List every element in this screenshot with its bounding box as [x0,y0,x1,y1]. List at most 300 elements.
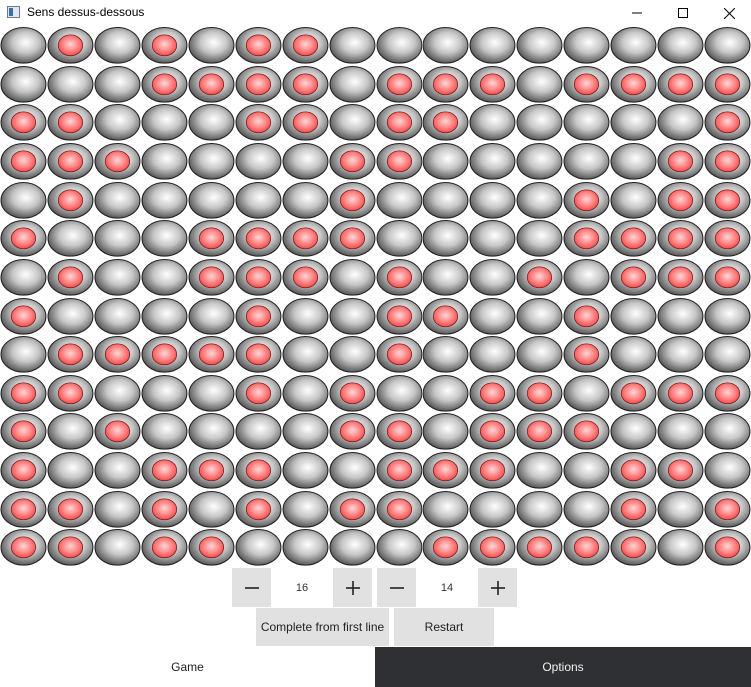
board-cell[interactable] [657,490,704,529]
board-cell[interactable] [563,103,610,142]
disc-grey-icon [610,26,657,65]
board-cell[interactable] [94,219,141,258]
board-cell[interactable] [610,335,657,374]
board-cell[interactable] [704,26,751,65]
board-cell[interactable] [657,103,704,142]
board-cell[interactable] [563,335,610,374]
board-cell[interactable] [657,451,704,490]
board-cell[interactable] [235,528,282,567]
disc-grey-icon [94,219,141,258]
board-cell[interactable] [47,142,94,181]
board-cell[interactable] [235,181,282,220]
disc-grey-icon [563,451,610,490]
board-cell[interactable] [610,374,657,413]
board-cell[interactable] [235,26,282,65]
board-cell[interactable] [469,412,516,451]
board-cell[interactable] [282,219,329,258]
board-cell[interactable] [141,412,188,451]
disc-red-icon [282,26,329,65]
board-cell[interactable] [422,335,469,374]
board-cell[interactable] [422,374,469,413]
disc-red-icon [376,103,423,142]
board-cell[interactable] [657,528,704,567]
board-cell[interactable] [657,181,704,220]
board-cell[interactable] [235,258,282,297]
board-cell[interactable] [376,297,423,336]
board-cell[interactable] [188,26,235,65]
rows-value[interactable]: 14 [416,568,478,607]
board-cell[interactable] [329,335,376,374]
board-cell[interactable] [610,26,657,65]
board-cell[interactable] [47,65,94,104]
board-cell[interactable] [563,412,610,451]
board-cell[interactable] [469,219,516,258]
tab-game[interactable]: Game [0,647,375,687]
board-cell[interactable] [329,297,376,336]
board-cell[interactable] [610,142,657,181]
board-cell[interactable] [141,103,188,142]
board-cell[interactable] [282,297,329,336]
board-cell[interactable] [376,258,423,297]
board-cell[interactable] [47,335,94,374]
board-cell[interactable] [704,219,751,258]
board-cell[interactable] [469,335,516,374]
board-cell[interactable] [422,451,469,490]
board-cell[interactable] [188,103,235,142]
board-cell[interactable] [188,297,235,336]
board-cell[interactable] [282,490,329,529]
board-cell[interactable] [141,181,188,220]
board-cell[interactable] [0,490,47,529]
board-cell[interactable] [141,65,188,104]
board-cell[interactable] [282,374,329,413]
board-cell[interactable] [704,374,751,413]
board-cell[interactable] [141,528,188,567]
board-cell[interactable] [704,335,751,374]
board-cell[interactable] [282,412,329,451]
board-cell[interactable] [516,412,563,451]
board-cell[interactable] [94,528,141,567]
board-cell[interactable] [516,490,563,529]
board-cell[interactable] [469,65,516,104]
board-cell[interactable] [704,181,751,220]
board-cell[interactable] [422,490,469,529]
disc-red-icon [657,219,704,258]
board-cell[interactable] [610,219,657,258]
board-cell[interactable] [469,142,516,181]
board-cell[interactable] [141,335,188,374]
board-cell[interactable] [329,412,376,451]
board-cell[interactable] [376,412,423,451]
board-cell[interactable] [469,297,516,336]
board-cell[interactable] [657,65,704,104]
board-cell[interactable] [704,65,751,104]
board-cell[interactable] [47,412,94,451]
board-cell[interactable] [516,181,563,220]
disc-grey-icon [610,335,657,374]
disc-grey-icon [141,258,188,297]
disc-red-icon [235,258,282,297]
minimize-button[interactable] [614,0,660,26]
board-cell[interactable] [610,103,657,142]
board-cell[interactable] [47,490,94,529]
board-cell[interactable] [235,142,282,181]
disc-grey-icon [141,374,188,413]
board-cell[interactable] [563,451,610,490]
board-cell[interactable] [94,490,141,529]
board-cell[interactable] [329,142,376,181]
board-cell[interactable] [94,412,141,451]
disc-grey-icon [188,181,235,220]
complete-from-first-line-button[interactable]: Complete from first line [256,608,389,646]
board-cell[interactable] [47,451,94,490]
disc-red-icon [0,412,47,451]
board-cell[interactable] [94,451,141,490]
tab-options[interactable]: Options [375,647,751,687]
board-cell[interactable] [141,297,188,336]
board-cell[interactable] [188,142,235,181]
board-cell[interactable] [0,412,47,451]
board-cell[interactable] [0,528,47,567]
board-cell[interactable] [376,335,423,374]
board-cell[interactable] [329,181,376,220]
disc-red-icon [376,451,423,490]
disc-grey-icon [329,258,376,297]
disc-red-icon [94,412,141,451]
disc-grey-icon [610,142,657,181]
board-cell[interactable] [47,528,94,567]
board-cell[interactable] [516,26,563,65]
board-cell[interactable] [657,258,704,297]
board-cell[interactable] [282,451,329,490]
board-cell[interactable] [563,528,610,567]
board-cell[interactable] [0,219,47,258]
disc-grey-icon [516,142,563,181]
board-cell[interactable] [282,26,329,65]
disc-grey-icon [188,297,235,336]
board-cell[interactable] [329,374,376,413]
board-cell[interactable] [47,181,94,220]
disc-grey-icon [282,297,329,336]
board-cell[interactable] [516,528,563,567]
board-cell[interactable] [516,65,563,104]
disc-red-icon [516,528,563,567]
board-cell[interactable] [376,374,423,413]
board-cell[interactable] [422,412,469,451]
board-cell[interactable] [376,65,423,104]
disc-red-icon [610,258,657,297]
board-cell[interactable] [422,142,469,181]
columns-increment-button[interactable] [333,568,372,607]
board-cell[interactable] [235,451,282,490]
board-cell[interactable] [516,142,563,181]
disc-red-icon [235,219,282,258]
board-cell[interactable] [563,219,610,258]
board-cell[interactable] [657,26,704,65]
board-cell[interactable] [329,65,376,104]
board-cell[interactable] [94,374,141,413]
board-cell[interactable] [329,219,376,258]
board-cell[interactable] [704,412,751,451]
board-cell[interactable] [376,181,423,220]
board-cell[interactable] [329,26,376,65]
board-cell[interactable] [563,490,610,529]
board-cell[interactable] [94,26,141,65]
board-cell[interactable] [94,297,141,336]
disc-grey-icon [188,374,235,413]
board-cell[interactable] [657,219,704,258]
board-cell[interactable] [188,528,235,567]
board-cell[interactable] [235,412,282,451]
disc-grey-icon [516,219,563,258]
board-cell[interactable] [0,103,47,142]
board-cell[interactable] [47,374,94,413]
board-cell[interactable] [422,26,469,65]
board-cell[interactable] [469,26,516,65]
disc-red-icon [0,142,47,181]
board-cell[interactable] [94,142,141,181]
rows-decrement-button[interactable] [377,568,416,607]
disc-red-icon [188,65,235,104]
columns-value[interactable]: 16 [271,568,333,607]
disc-red-icon [329,374,376,413]
board-cell[interactable] [469,103,516,142]
board-cell[interactable] [235,490,282,529]
close-button[interactable] [706,0,751,26]
board-cell[interactable] [235,297,282,336]
board-cell[interactable] [657,335,704,374]
maximize-button[interactable] [660,0,706,26]
board-cell[interactable] [235,65,282,104]
board-cell[interactable] [563,26,610,65]
board-cell[interactable] [47,258,94,297]
board-cell[interactable] [47,103,94,142]
board-cell[interactable] [282,528,329,567]
board-cell[interactable] [516,335,563,374]
board-cell[interactable] [469,374,516,413]
disc-red-icon [563,528,610,567]
board-cell[interactable] [516,374,563,413]
board-cell[interactable] [422,65,469,104]
board-cell[interactable] [0,142,47,181]
board-cell[interactable] [563,297,610,336]
board-cell[interactable] [563,181,610,220]
board-cell[interactable] [0,335,47,374]
board-cell[interactable] [47,26,94,65]
board-cell[interactable] [282,65,329,104]
disc-grey-icon [188,26,235,65]
disc-grey-icon [422,412,469,451]
board-cell[interactable] [282,103,329,142]
board-cell[interactable] [610,490,657,529]
board-cell[interactable] [610,451,657,490]
board-cell[interactable] [282,181,329,220]
board-cell[interactable] [141,490,188,529]
board-cell[interactable] [47,219,94,258]
board-cell[interactable] [516,451,563,490]
board-cell[interactable] [0,297,47,336]
board-cell[interactable] [422,219,469,258]
board-cell[interactable] [188,412,235,451]
board-cell[interactable] [516,297,563,336]
board-cell[interactable] [141,219,188,258]
board-cell[interactable] [610,258,657,297]
board-cell[interactable] [610,297,657,336]
board-cell[interactable] [329,490,376,529]
disc-grey-icon [282,412,329,451]
board-cell[interactable] [563,65,610,104]
board-cell[interactable] [376,103,423,142]
minus-icon [245,581,259,595]
board-cell[interactable] [329,103,376,142]
board-cell[interactable] [188,258,235,297]
board-cell[interactable] [94,103,141,142]
board-cell[interactable] [657,297,704,336]
board-cell[interactable] [141,258,188,297]
board-cell[interactable] [376,528,423,567]
board-cell[interactable] [704,528,751,567]
disc-grey-icon [0,65,47,104]
disc-grey-icon [329,451,376,490]
disc-grey-icon [516,103,563,142]
rows-increment-button[interactable] [478,568,517,607]
board-cell[interactable] [282,335,329,374]
board-cell[interactable] [376,490,423,529]
disc-grey-icon [47,412,94,451]
disc-grey-icon [657,490,704,529]
board-cell[interactable] [704,297,751,336]
board-cell[interactable] [563,258,610,297]
disc-red-icon [657,374,704,413]
board-cell[interactable] [704,490,751,529]
board-cell[interactable] [376,26,423,65]
board-cell[interactable] [422,181,469,220]
board-cell[interactable] [469,451,516,490]
board-cell[interactable] [422,258,469,297]
disc-grey-icon [657,26,704,65]
disc-red-icon [235,26,282,65]
board-cell[interactable] [376,219,423,258]
board-cell[interactable] [469,258,516,297]
board-cell[interactable] [704,451,751,490]
board-cell[interactable] [563,142,610,181]
board-cell[interactable] [188,490,235,529]
board-cell[interactable] [657,374,704,413]
board-cell[interactable] [0,181,47,220]
board-cell[interactable] [610,412,657,451]
board-cell[interactable] [0,65,47,104]
disc-red-icon [469,412,516,451]
board-cell[interactable] [188,181,235,220]
disc-grey-icon [657,528,704,567]
disc-red-icon [235,335,282,374]
board-cell[interactable] [188,374,235,413]
board-cell[interactable] [376,451,423,490]
disc-red-icon [657,451,704,490]
board-cell[interactable] [469,181,516,220]
board-cell[interactable] [329,258,376,297]
board-cell[interactable] [563,374,610,413]
board-cell[interactable] [235,219,282,258]
disc-grey-icon [704,451,751,490]
disc-grey-icon [329,65,376,104]
board-cell[interactable] [610,528,657,567]
board-cell[interactable] [188,335,235,374]
disc-grey-icon [94,181,141,220]
board-cell[interactable] [329,528,376,567]
board-cell[interactable] [0,26,47,65]
board-cell[interactable] [376,142,423,181]
board-cell[interactable] [188,451,235,490]
disc-grey-icon [376,528,423,567]
board-cell[interactable] [94,258,141,297]
board-cell[interactable] [657,412,704,451]
board-cell[interactable] [422,103,469,142]
board-cell[interactable] [422,297,469,336]
board-cell[interactable] [704,142,751,181]
board-cell[interactable] [469,490,516,529]
board-cell[interactable] [704,103,751,142]
board-cell[interactable] [657,142,704,181]
board-cell[interactable] [235,374,282,413]
board-cell[interactable] [188,219,235,258]
restart-button[interactable]: Restart [394,608,494,646]
board-cell[interactable] [469,528,516,567]
board-cell[interactable] [141,374,188,413]
board-cell[interactable] [610,65,657,104]
board-cell[interactable] [235,335,282,374]
board-cell[interactable] [141,26,188,65]
disc-red-icon [563,412,610,451]
disc-grey-icon [704,335,751,374]
board-cell[interactable] [329,451,376,490]
board-cell[interactable] [0,451,47,490]
board-cell[interactable] [94,335,141,374]
board-cell[interactable] [0,374,47,413]
board-cell[interactable] [516,103,563,142]
disc-red-icon [141,335,188,374]
board-cell[interactable] [0,258,47,297]
board-cell[interactable] [94,65,141,104]
disc-grey-icon [376,181,423,220]
disc-grey-icon [47,297,94,336]
board-cell[interactable] [188,65,235,104]
board-cell[interactable] [704,258,751,297]
board-cell[interactable] [422,528,469,567]
board-cell[interactable] [235,103,282,142]
disc-grey-icon [235,181,282,220]
columns-decrement-button[interactable] [232,568,271,607]
disc-red-icon [235,65,282,104]
board-cell[interactable] [516,219,563,258]
board-cell[interactable] [282,258,329,297]
board-cell[interactable] [516,258,563,297]
board-cell[interactable] [282,142,329,181]
board-cell[interactable] [94,181,141,220]
disc-grey-icon [141,103,188,142]
disc-red-icon [563,219,610,258]
disc-red-icon [235,451,282,490]
board-cell[interactable] [141,142,188,181]
disc-grey-icon [282,374,329,413]
board-cell[interactable] [47,297,94,336]
disc-grey-icon [469,103,516,142]
board-cell[interactable] [141,451,188,490]
disc-grey-icon [141,181,188,220]
window-title: Sens dessus-dessous [27,5,145,19]
disc-grey-icon [329,103,376,142]
board-cell[interactable] [610,181,657,220]
